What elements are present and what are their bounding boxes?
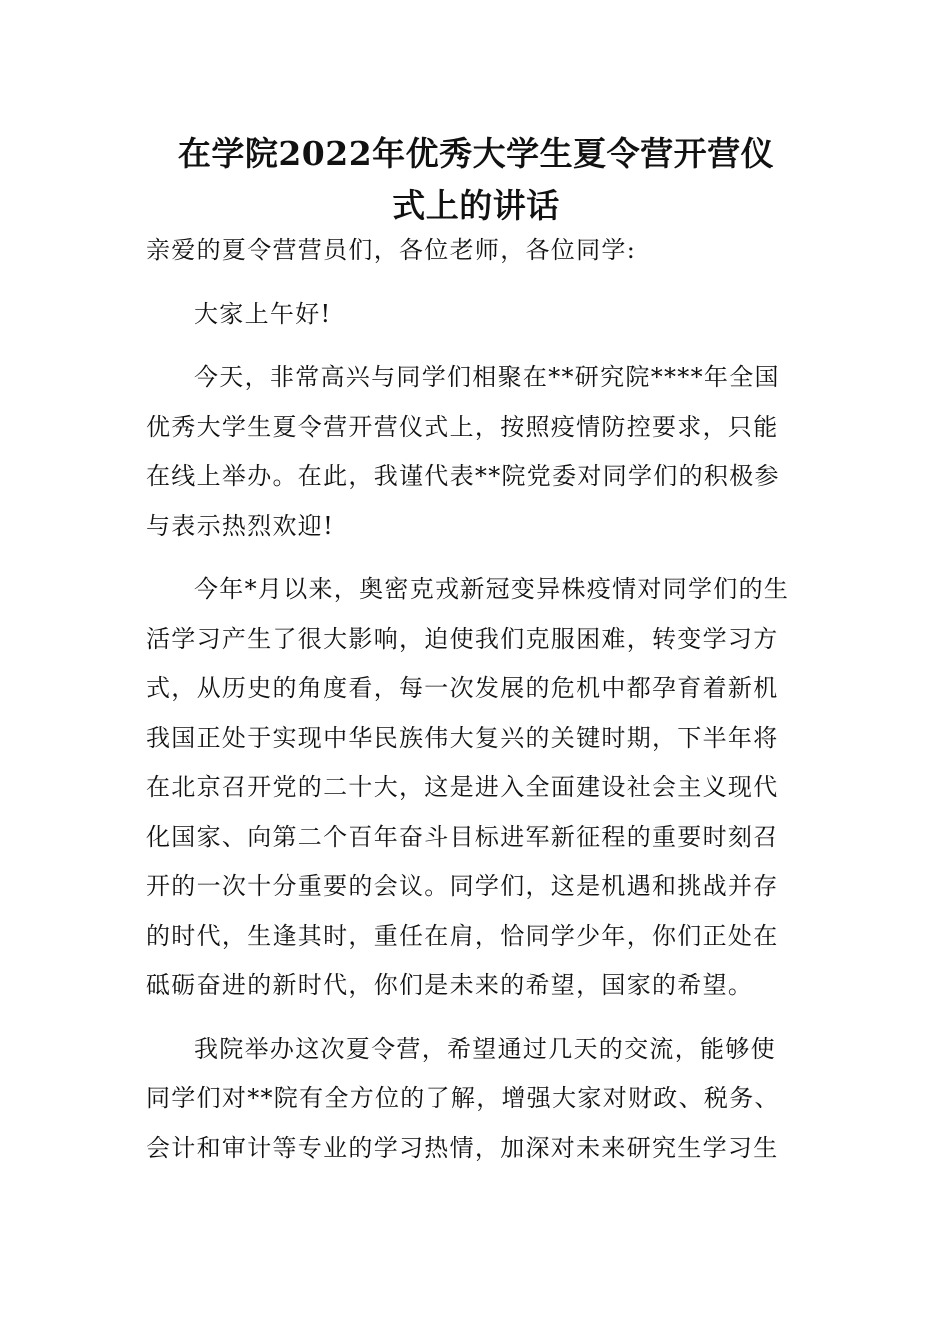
paragraph-line: 在北京召开党的二十大，这是进入全面建设社会主义现代 bbox=[146, 773, 779, 801]
paragraph-1 bbox=[146, 353, 806, 551]
paragraph-line: 同学们对**院有全方位的了解，增强大家对财政、税务、 bbox=[146, 1084, 780, 1112]
paragraph-line: 砥砺奋进的新时代，你们是未来的希望，国家的希望。 bbox=[146, 971, 754, 999]
paragraph-3 bbox=[146, 1025, 806, 1174]
paragraph-line: 活学习产生了很大影响，迫使我们克服困难，转变学习方 bbox=[146, 624, 779, 653]
paragraph-line: 在线上举办。在此，我谨代表**院党委对同学们的积极参 bbox=[146, 462, 780, 490]
paragraph-line: 会计和审计等专业的学习热情，加深对未来研究生学习生 bbox=[146, 1133, 779, 1162]
title-line-1: 在学院2022年优秀大学生夏令营开营仪 bbox=[177, 134, 775, 173]
salutation-text: 亲爱的夏令营营员们，各位老师，各位同学: bbox=[146, 236, 637, 264]
paragraph-line: 优秀大学生夏令营开营仪式上，按照疫情防控要求，只能 bbox=[146, 412, 779, 441]
document-title bbox=[146, 128, 806, 232]
paragraph-line: 化国家、向第二个百年奋斗目标进军新征程的重要时刻召 bbox=[146, 822, 779, 851]
paragraph-line: 式，从历史的角度看，每一次发展的危机中都孕育着新机 bbox=[146, 674, 779, 702]
title-line-2: 式上的讲话 bbox=[392, 186, 560, 225]
paragraph-line: 我国正处于实现中华民族伟大复兴的关键时期，下半年将 bbox=[146, 723, 779, 752]
paragraph-line: 的时代，生逢其时，重任在肩，恰同学少年，你们正处在 bbox=[146, 921, 779, 950]
paragraph-line: 我院举办这次夏令营，希望通过几天的交流，能够使 bbox=[194, 1034, 776, 1063]
paragraph-line: 今年*月以来，奥密克戎新冠变异株疫情对同学们的生 bbox=[194, 575, 790, 603]
paragraph-2 bbox=[146, 565, 806, 1011]
greeting-text: 大家上午好! bbox=[194, 299, 332, 328]
salutation bbox=[146, 226, 806, 276]
paragraph-line: 今天，非常高兴与同学们相聚在**研究院****年全国 bbox=[194, 363, 780, 391]
greeting bbox=[146, 290, 806, 340]
document-body bbox=[146, 226, 806, 1187]
paragraph-line: 与表示热烈欢迎! bbox=[146, 511, 335, 540]
paragraph-line: 开的一次十分重要的会议。同学们，这是机遇和挑战并存 bbox=[146, 872, 779, 900]
